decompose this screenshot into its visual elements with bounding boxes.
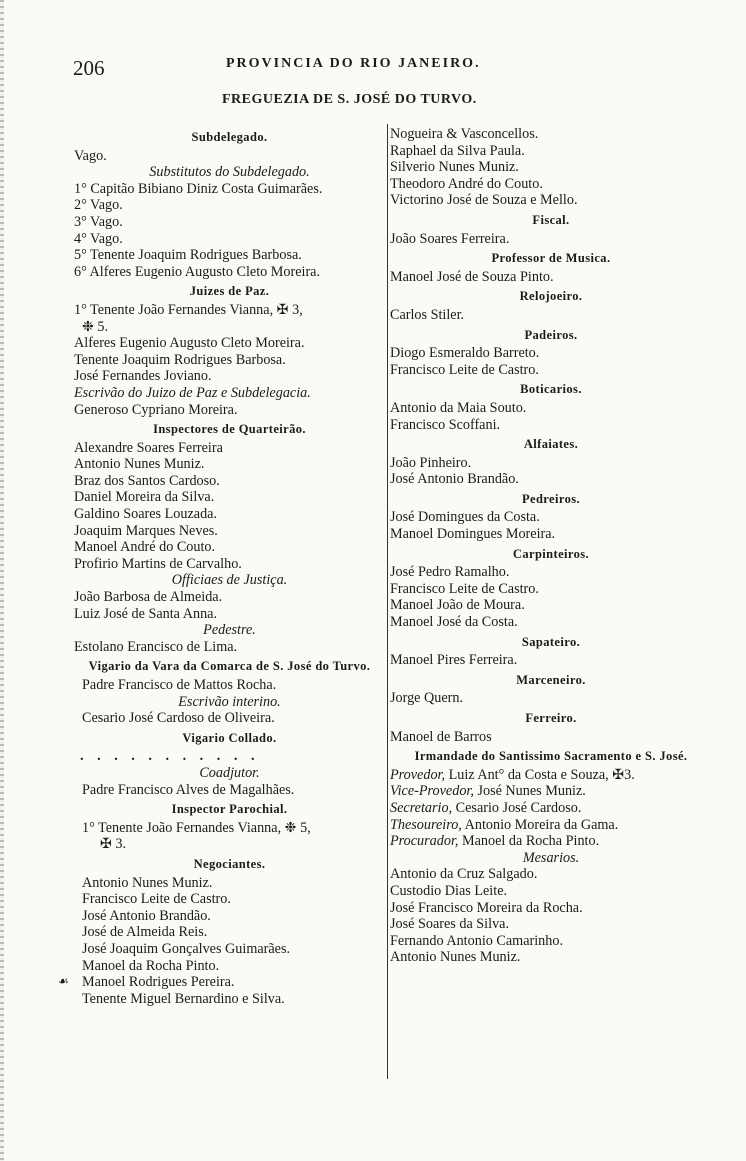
list-item: Manoel da Rocha Pinto.	[82, 957, 220, 974]
heading-vigario-collado: Vigario Collado.	[182, 730, 277, 745]
list-item: José de Almeida Reis.	[82, 924, 208, 941]
list-item: Padre Francisco Alves de Magalhães.	[82, 781, 295, 798]
office-title: Thesoureiro,	[390, 816, 462, 833]
list-item: Antonio Nunes Muniz.	[74, 456, 205, 473]
heading-subdelegado: Subdelegado.	[191, 130, 268, 144]
heading-sapateiro: Sapateiro.	[521, 634, 581, 649]
heading-juizes: Juizes de Paz.	[189, 284, 270, 299]
office-row-secretario	[390, 800, 712, 817]
list-item: Alexandre Soares Ferreira	[74, 439, 223, 456]
running-head: PROVINCIA DO RIO JANEIRO.	[226, 56, 481, 71]
heading-coadjutor: Coadjutor.	[199, 764, 260, 781]
list-item: Antonio da Maia Souto.	[390, 399, 527, 416]
list-item: Luiz José de Santa Anna.	[74, 605, 218, 622]
list-item: 3° Vago.	[74, 213, 123, 230]
list-item: Antonio Nunes Muniz.	[82, 874, 213, 891]
list-item: 1° Tenente João Fernandes Vianna, ❉ 5,	[82, 819, 311, 836]
office-row-procurador	[390, 833, 712, 850]
page-number: 206	[73, 56, 105, 80]
heading-ferreiro: Ferreiro.	[525, 711, 577, 725]
heading-boticarios: Boticarios.	[520, 382, 582, 397]
column-divider	[387, 124, 388, 1079]
list-item: Silverio Nunes Muniz.	[390, 159, 519, 176]
list-item: Manoel José da Costa.	[390, 614, 518, 631]
list-item: Diogo Esmeraldo Barreto.	[390, 345, 540, 362]
list-item: José Antonio Brandão.	[390, 471, 519, 488]
list-item: João Soares Ferreira.	[390, 230, 510, 247]
list-item: 1° Tenente João Fernandes Vianna, ✠ 3,	[74, 301, 303, 318]
list-item: Jorge Quern.	[390, 690, 464, 707]
list-item: Braz dos Santos Cardoso.	[74, 472, 220, 489]
list-item: José Antonio Brandão.	[82, 907, 211, 924]
heading-relojoeiro: Relojoeiro.	[519, 289, 583, 304]
heading-pedestre: Pedestre.	[203, 622, 256, 639]
list-item: Joaquim Marques Neves.	[74, 522, 218, 539]
heading-vigario-vara: Vigario da Vara da Comarca de S. José do Turvo.	[88, 659, 371, 674]
list-item: José Soares da Silva.	[390, 916, 510, 933]
list-item: Francisco Leite de Castro.	[82, 891, 231, 908]
office-holder: José Nunes Muniz.	[477, 783, 586, 800]
right-column	[390, 126, 712, 966]
list-item: João Barbosa de Almeida.	[74, 589, 223, 606]
list-item: Generoso Cypriano Moreira.	[74, 401, 238, 418]
list-item: 5° Tenente Joaquim Rodrigues Barbosa.	[74, 247, 302, 264]
list-item: José Francisco Moreira da Rocha.	[390, 899, 583, 916]
section-title: FREGUEZIA DE S. JOSÉ DO TURVO.	[222, 92, 477, 107]
list-item: Manoel de Barros	[390, 728, 492, 745]
office-holder: Manoel da Rocha Pinto.	[462, 833, 600, 850]
list-item: 4° Vago.	[74, 230, 123, 247]
office-holder: Luiz Ant° da Costa e Souza, ✠3.	[448, 766, 635, 783]
entry-subdelegado: Vago.	[74, 147, 107, 164]
list-item: Manoel Domingues Moreira.	[390, 526, 556, 543]
office-holder: Cesario José Cardoso.	[455, 799, 582, 816]
heading-marceneiro: Marceneiro.	[516, 672, 586, 687]
list-item: Manoel José de Souza Pinto.	[390, 268, 554, 285]
list-item: Manoel André do Couto.	[74, 539, 216, 556]
list-item-continuation: ❉ 5.	[82, 318, 109, 335]
list-item: Padre Francisco de Mattos Rocha.	[82, 677, 277, 693]
page-edge-binding	[0, 0, 4, 1161]
margin-hand-icon: ☙	[58, 974, 69, 988]
list-item: Custodio Dias Leite.	[390, 882, 508, 899]
heading-pedreiros: Pedreiros.	[521, 491, 581, 506]
heading-padeiros: Padeiros.	[524, 327, 578, 342]
office-title: Secretario,	[390, 799, 453, 816]
list-item: Francisco Leite de Castro.	[390, 580, 539, 597]
left-column	[74, 126, 385, 1007]
list-item: Fernando Antonio Camarinho.	[390, 932, 563, 949]
list-item: José Domingues da Costa.	[390, 509, 540, 526]
vacant-dots: . . . . . . . . . . .	[80, 748, 260, 765]
heading-professor-musica: Professor de Musica.	[491, 251, 611, 266]
list-item: Tenente Miguel Bernardino e Silva.	[82, 990, 285, 1007]
heading-escrivao-interino: Escrivão interino.	[178, 693, 281, 710]
heading-mesarios: Mesarios.	[522, 849, 580, 866]
list-item: Raphael da Silva Paula.	[390, 142, 525, 159]
list-item: Francisco Scoffani.	[390, 416, 501, 433]
list-item: 6° Alferes Eugenio Augusto Cleto Moreira.	[74, 263, 321, 280]
list-item: 1° Capitão Bibiano Diniz Costa Guimarães.	[74, 180, 323, 197]
list-item: Cesario José Cardoso de Oliveira.	[82, 710, 275, 727]
office-title: Procurador,	[390, 833, 459, 850]
office-row-thesoureiro	[390, 817, 712, 834]
list-item: José Joaquim Gonçalves Guimarães.	[82, 940, 291, 957]
office-row-vice-provedor	[390, 783, 712, 800]
heading-inspector-parochial: Inspector Parochial.	[171, 802, 288, 817]
list-item-continuation: ✠ 3.	[100, 836, 127, 853]
heading-carpinteiros: Carpinteiros.	[512, 546, 590, 561]
list-item: Alferes Eugenio Augusto Cleto Moreira.	[74, 335, 305, 352]
office-title: Vice-Provedor,	[390, 783, 474, 800]
list-item: Profirio Martins de Carvalho.	[74, 555, 242, 572]
list-item: Manoel Rodrigues Pereira.	[82, 974, 235, 991]
office-row-provedor	[390, 767, 712, 784]
heading-alfaiates: Alfaiates.	[523, 437, 579, 452]
list-item: Galdino Soares Louzada.	[74, 506, 218, 523]
heading-fiscal: Fiscal.	[532, 212, 570, 227]
list-item: Tenente Joaquim Rodrigues Barbosa.	[74, 351, 286, 368]
list-item: Carlos Stiler.	[390, 306, 465, 323]
list-item: Antonio da Cruz Salgado.	[390, 866, 538, 883]
list-item: Antonio Nunes Muniz.	[390, 949, 521, 966]
heading-irmandade: Irmandade do Santissimo Sacramento e S. José.	[414, 749, 688, 764]
heading-inspectores: Inspectores de Quarteirão.	[153, 422, 306, 437]
heading-officiaes: Officiaes de Justiça.	[171, 572, 288, 589]
list-item: Manoel João de Moura.	[390, 597, 525, 614]
list-item: Theodoro André do Couto.	[390, 175, 543, 192]
list-item: Manoel Pires Ferreira.	[390, 652, 518, 669]
heading-escrivao-juizo: Escrivão do Juizo de Paz e Subdelegacia.	[74, 384, 311, 401]
office-title: Provedor,	[390, 766, 446, 783]
list-item: Victorino José de Souza e Mello.	[390, 192, 578, 209]
list-item: Nogueira & Vasconcellos.	[390, 126, 539, 142]
list-item: Estolano Erancisco de Lima.	[74, 638, 238, 655]
office-holder: Antonio Moreira da Gama.	[464, 816, 619, 833]
list-item: José Pedro Ramalho.	[390, 564, 510, 581]
heading-negociantes: Negociantes.	[193, 856, 266, 871]
list-item: José Fernandes Joviano.	[74, 368, 212, 385]
list-item: 2° Vago.	[74, 197, 123, 214]
list-item: João Pinheiro.	[390, 454, 472, 471]
list-item: Francisco Leite de Castro.	[390, 361, 539, 378]
heading-substitutos: Substitutos do Subdelegado.	[149, 164, 310, 181]
list-item: Daniel Moreira da Silva.	[74, 489, 215, 506]
